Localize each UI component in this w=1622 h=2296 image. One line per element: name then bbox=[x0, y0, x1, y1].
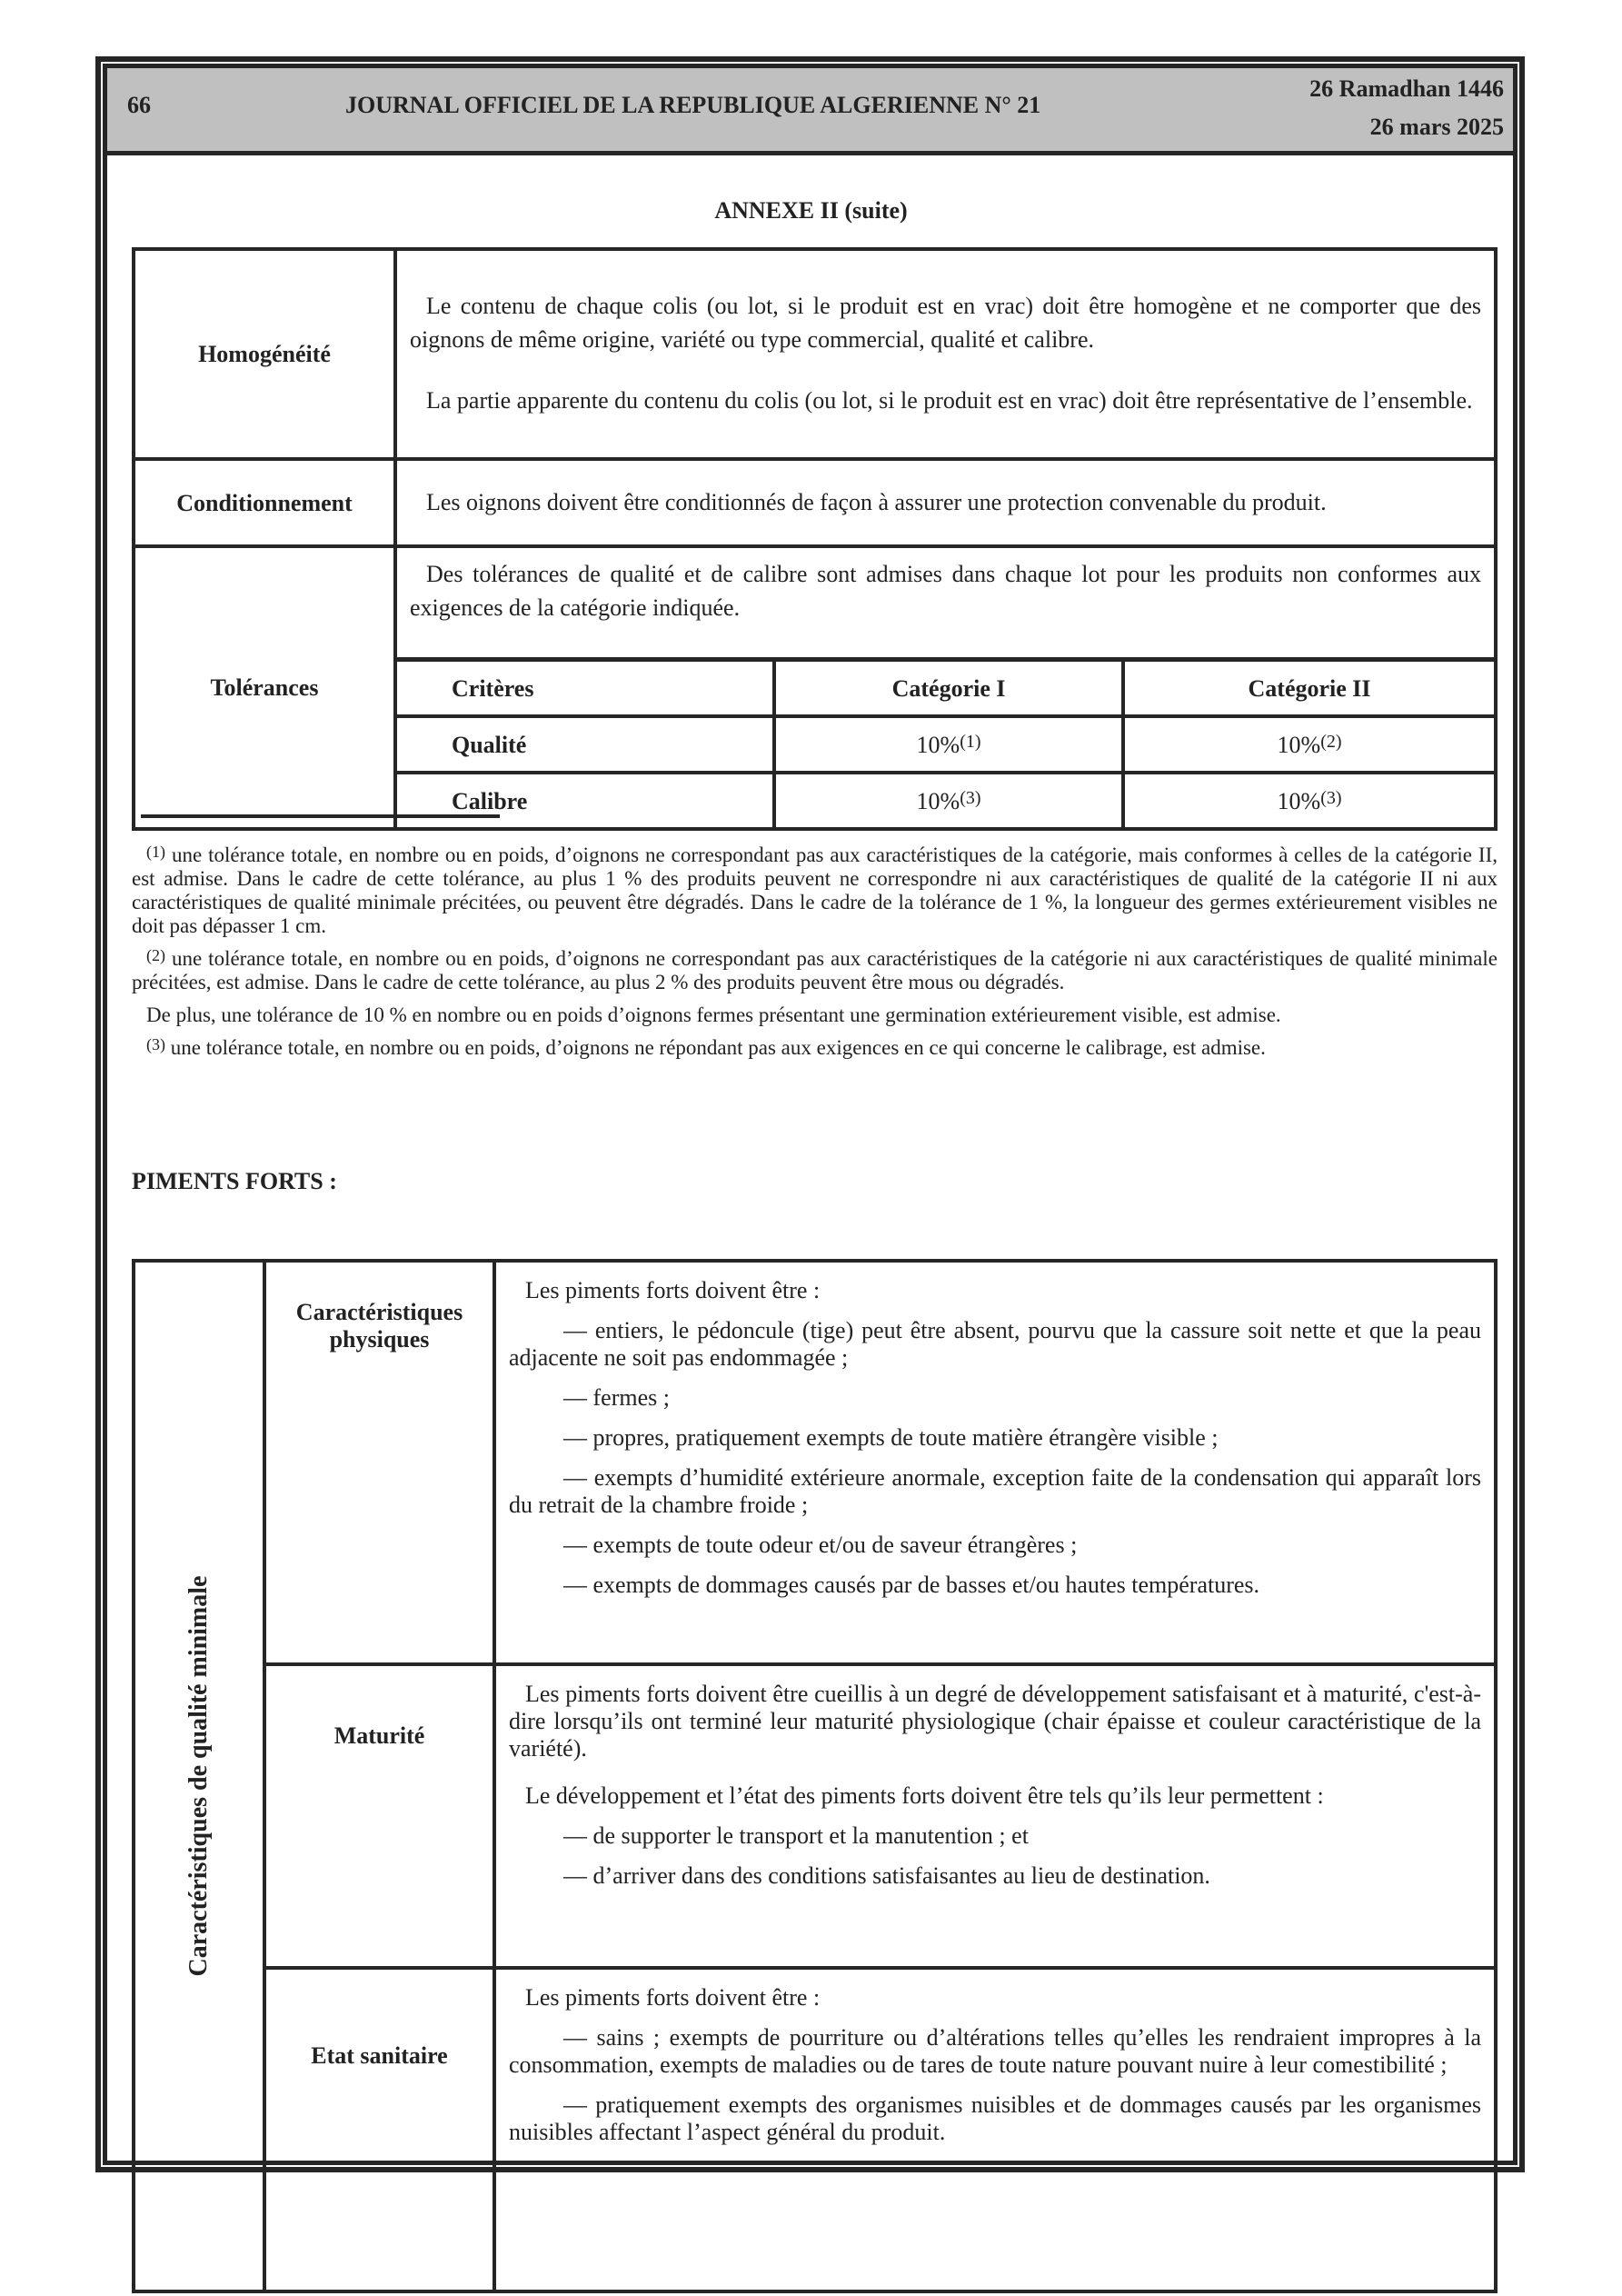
issue-date bbox=[1309, 70, 1504, 146]
footnote-text: une tolérance totale, en nombre ou en poids, d’oignons ne correspondant pas aux caractéristiques de la catégorie, mais conformes à celles de la catégorie II, est admise. Dans le cadre de cette tolérance, au plus 1 % des produits peuvent ne correspondre ni aux caractéristiques de qualité de la catégorie II ni aux caractéristiques de qualité minimale précitées, ou peuvent être dégradés. Dans le cadre de la tolérance de 1 %, la longueur des germes extérieurement visibles ne doit pas dépasser 1 cm. bbox=[132, 844, 1498, 937]
table-row bbox=[397, 773, 1494, 827]
value-cell bbox=[1123, 716, 1494, 773]
criterion-cell: Calibre bbox=[397, 773, 774, 827]
paragraph: Le contenu de chaque colis (ou lot, si le produit est en vrac) doit être homogène et ne comporter que des oignons de même origine, variété ou type commercial, qualité et calibre. bbox=[410, 293, 1481, 353]
tolerances-intro bbox=[397, 548, 1494, 657]
list-item: — d’arriver dans des conditions satisfaisantes au lieu de destination. bbox=[563, 1862, 1210, 1889]
row-label: Etat sanitaire bbox=[264, 1968, 494, 2291]
footnote-3 bbox=[132, 1036, 1498, 1060]
row-content bbox=[494, 1968, 1496, 2291]
paragraph: Des tolérances de qualité et de calibre sont admises dans chaque lot pour les produits non conformes aux exigences de la catégorie indiquée. bbox=[410, 561, 1481, 621]
table-row-maturite bbox=[134, 1664, 1496, 1968]
subtable-header-row bbox=[397, 660, 1494, 717]
list-item: — exempts de toute odeur et/ou de saveur étrangères ; bbox=[563, 1532, 1078, 1558]
onion-requirements-table bbox=[132, 247, 1498, 831]
value: 10% bbox=[1277, 731, 1321, 758]
row-content bbox=[395, 459, 1496, 546]
paragraph: Les oignons doivent être conditionnés de façon à assurer une protection convenable du produit. bbox=[426, 488, 1327, 515]
list-item: — de supporter le transport et la manutention ; et bbox=[563, 1822, 1029, 1849]
column-header: Catégorie II bbox=[1123, 660, 1494, 717]
footnote-2-continued bbox=[132, 1003, 1498, 1027]
row-label: Maturité bbox=[264, 1664, 494, 1968]
table-row-homogeneite bbox=[134, 249, 1496, 459]
row-label: Caractéristiques physiques bbox=[264, 1261, 494, 1664]
paragraph: Les piments forts doivent être : bbox=[525, 1984, 821, 2011]
row-label: Homogénéité bbox=[134, 249, 395, 459]
footnote-ref: (1) bbox=[960, 731, 981, 752]
list-item: — exempts d’humidité extérieure anormale, exception faite de la condensation qui apparaît lors du retrait de la chambre froide ; bbox=[509, 1464, 1481, 1518]
footnote-ref: (3) bbox=[960, 787, 981, 808]
column-header: Critères bbox=[397, 660, 774, 717]
row-content bbox=[494, 1261, 1496, 1664]
footnote-marker: (1) bbox=[146, 843, 165, 861]
row-label: Tolérances bbox=[134, 546, 395, 829]
date-hijri: 26 Ramadhan 1446 bbox=[1309, 75, 1504, 102]
footnotes bbox=[132, 844, 1498, 1069]
tolerances-subtable bbox=[397, 657, 1494, 827]
section-title-piments: PIMENTS FORTS : bbox=[132, 1168, 337, 1194]
row-content bbox=[395, 249, 1496, 459]
value: 10% bbox=[1277, 787, 1321, 814]
table-row-conditionnement bbox=[134, 459, 1496, 546]
annex-title: ANNEXE II (suite) bbox=[714, 197, 908, 224]
value-cell bbox=[774, 773, 1123, 827]
column-header: Catégorie I bbox=[774, 660, 1123, 717]
group-label: Caractéristiques de qualité minimale bbox=[184, 1575, 213, 1977]
footnote-separator bbox=[141, 814, 500, 818]
footnote-marker: (3) bbox=[146, 1035, 165, 1053]
date-gregorian: 26 mars 2025 bbox=[1369, 114, 1504, 140]
row-content bbox=[494, 1664, 1496, 1968]
list-item: — sains ; exempts de pourriture ou d’altérations telles qu’elles les rendraient impropres à la consommation, exempts de maladies ou de tares de toute nature pouvant nuire à leur comestibilité ; bbox=[509, 2024, 1481, 2078]
criterion-cell: Qualité bbox=[397, 716, 774, 773]
value: 10% bbox=[916, 787, 960, 814]
value: 10% bbox=[916, 731, 960, 758]
group-label-cell bbox=[134, 1261, 264, 2291]
row-content bbox=[395, 546, 1496, 829]
table-row-etat-sanitaire bbox=[134, 1968, 1496, 2291]
footnote-2 bbox=[132, 947, 1498, 994]
list-item: — propres, pratiquement exempts de toute matière étrangère visible ; bbox=[563, 1424, 1219, 1451]
piments-requirements-table bbox=[132, 1259, 1498, 2293]
paragraph: Les piments forts doivent être cueillis à un degré de développement satisfaisant et à maturité, c'est-à-dire lorsqu’ils ont terminé leur maturité physiologique (chair épaisse et couleur caractéristique de la variété). bbox=[509, 1681, 1481, 1762]
table-row-tolerances bbox=[134, 546, 1496, 829]
page-number: 66 bbox=[127, 92, 151, 118]
footnote-text: De plus, une tolérance de 10 % en nombre ou en poids d’oignons fermes présentant une germination extérieurement visible, est admise. bbox=[146, 1003, 1281, 1026]
list-item: — entiers, le pédoncule (tige) peut être absent, pourvu que la cassure soit nette et que la peau adjacente ne soit pas endommagée ; bbox=[509, 1317, 1481, 1371]
footnote-text: une tolérance totale, en nombre ou en poids, d’oignons ne répondant pas aux exigences en ce qui concerne le calibrage, est admise. bbox=[165, 1036, 1266, 1059]
footnote-text: une tolérance totale, en nombre ou en poids, d’oignons ne correspondant pas aux caractéristiques de la catégorie ni aux caractéristiques de qualité minimale précitées, est admise. Dans le cadre de cette tolérance, au plus 2 % des produits peuvent être mous ou dégradés. bbox=[132, 947, 1498, 993]
journal-title: JOURNAL OFFICIEL DE LA REPUBLIQUE ALGERIENNE N° 21 bbox=[345, 92, 1041, 118]
paragraph: La partie apparente du contenu du colis (ou lot, si le produit est en vrac) doit être représentative de l’ensemble. bbox=[426, 387, 1473, 414]
footnote-ref: (2) bbox=[1320, 731, 1342, 752]
footnote-marker: (2) bbox=[146, 946, 165, 964]
table-row bbox=[397, 716, 1494, 773]
paragraph: Le développement et l’état des piments forts doivent être tels qu’ils leur permettent : bbox=[525, 1782, 1324, 1809]
list-item: — fermes ; bbox=[563, 1384, 670, 1411]
journal-header bbox=[107, 68, 1513, 155]
value-cell bbox=[774, 716, 1123, 773]
footnote-ref: (3) bbox=[1320, 787, 1342, 808]
list-item: — pratiquement exempts des organismes nuisibles et de dommages causés par les organismes nuisibles affectant l’aspect général du produit. bbox=[509, 2091, 1481, 2145]
row-label: Conditionnement bbox=[134, 459, 395, 546]
value-cell bbox=[1123, 773, 1494, 827]
table-row-physiques bbox=[134, 1261, 1496, 1664]
list-item: — exempts de dommages causés par de basses et/ou hautes températures. bbox=[563, 1572, 1260, 1598]
paragraph: Les piments forts doivent être : bbox=[525, 1277, 821, 1303]
footnote-1 bbox=[132, 844, 1498, 938]
